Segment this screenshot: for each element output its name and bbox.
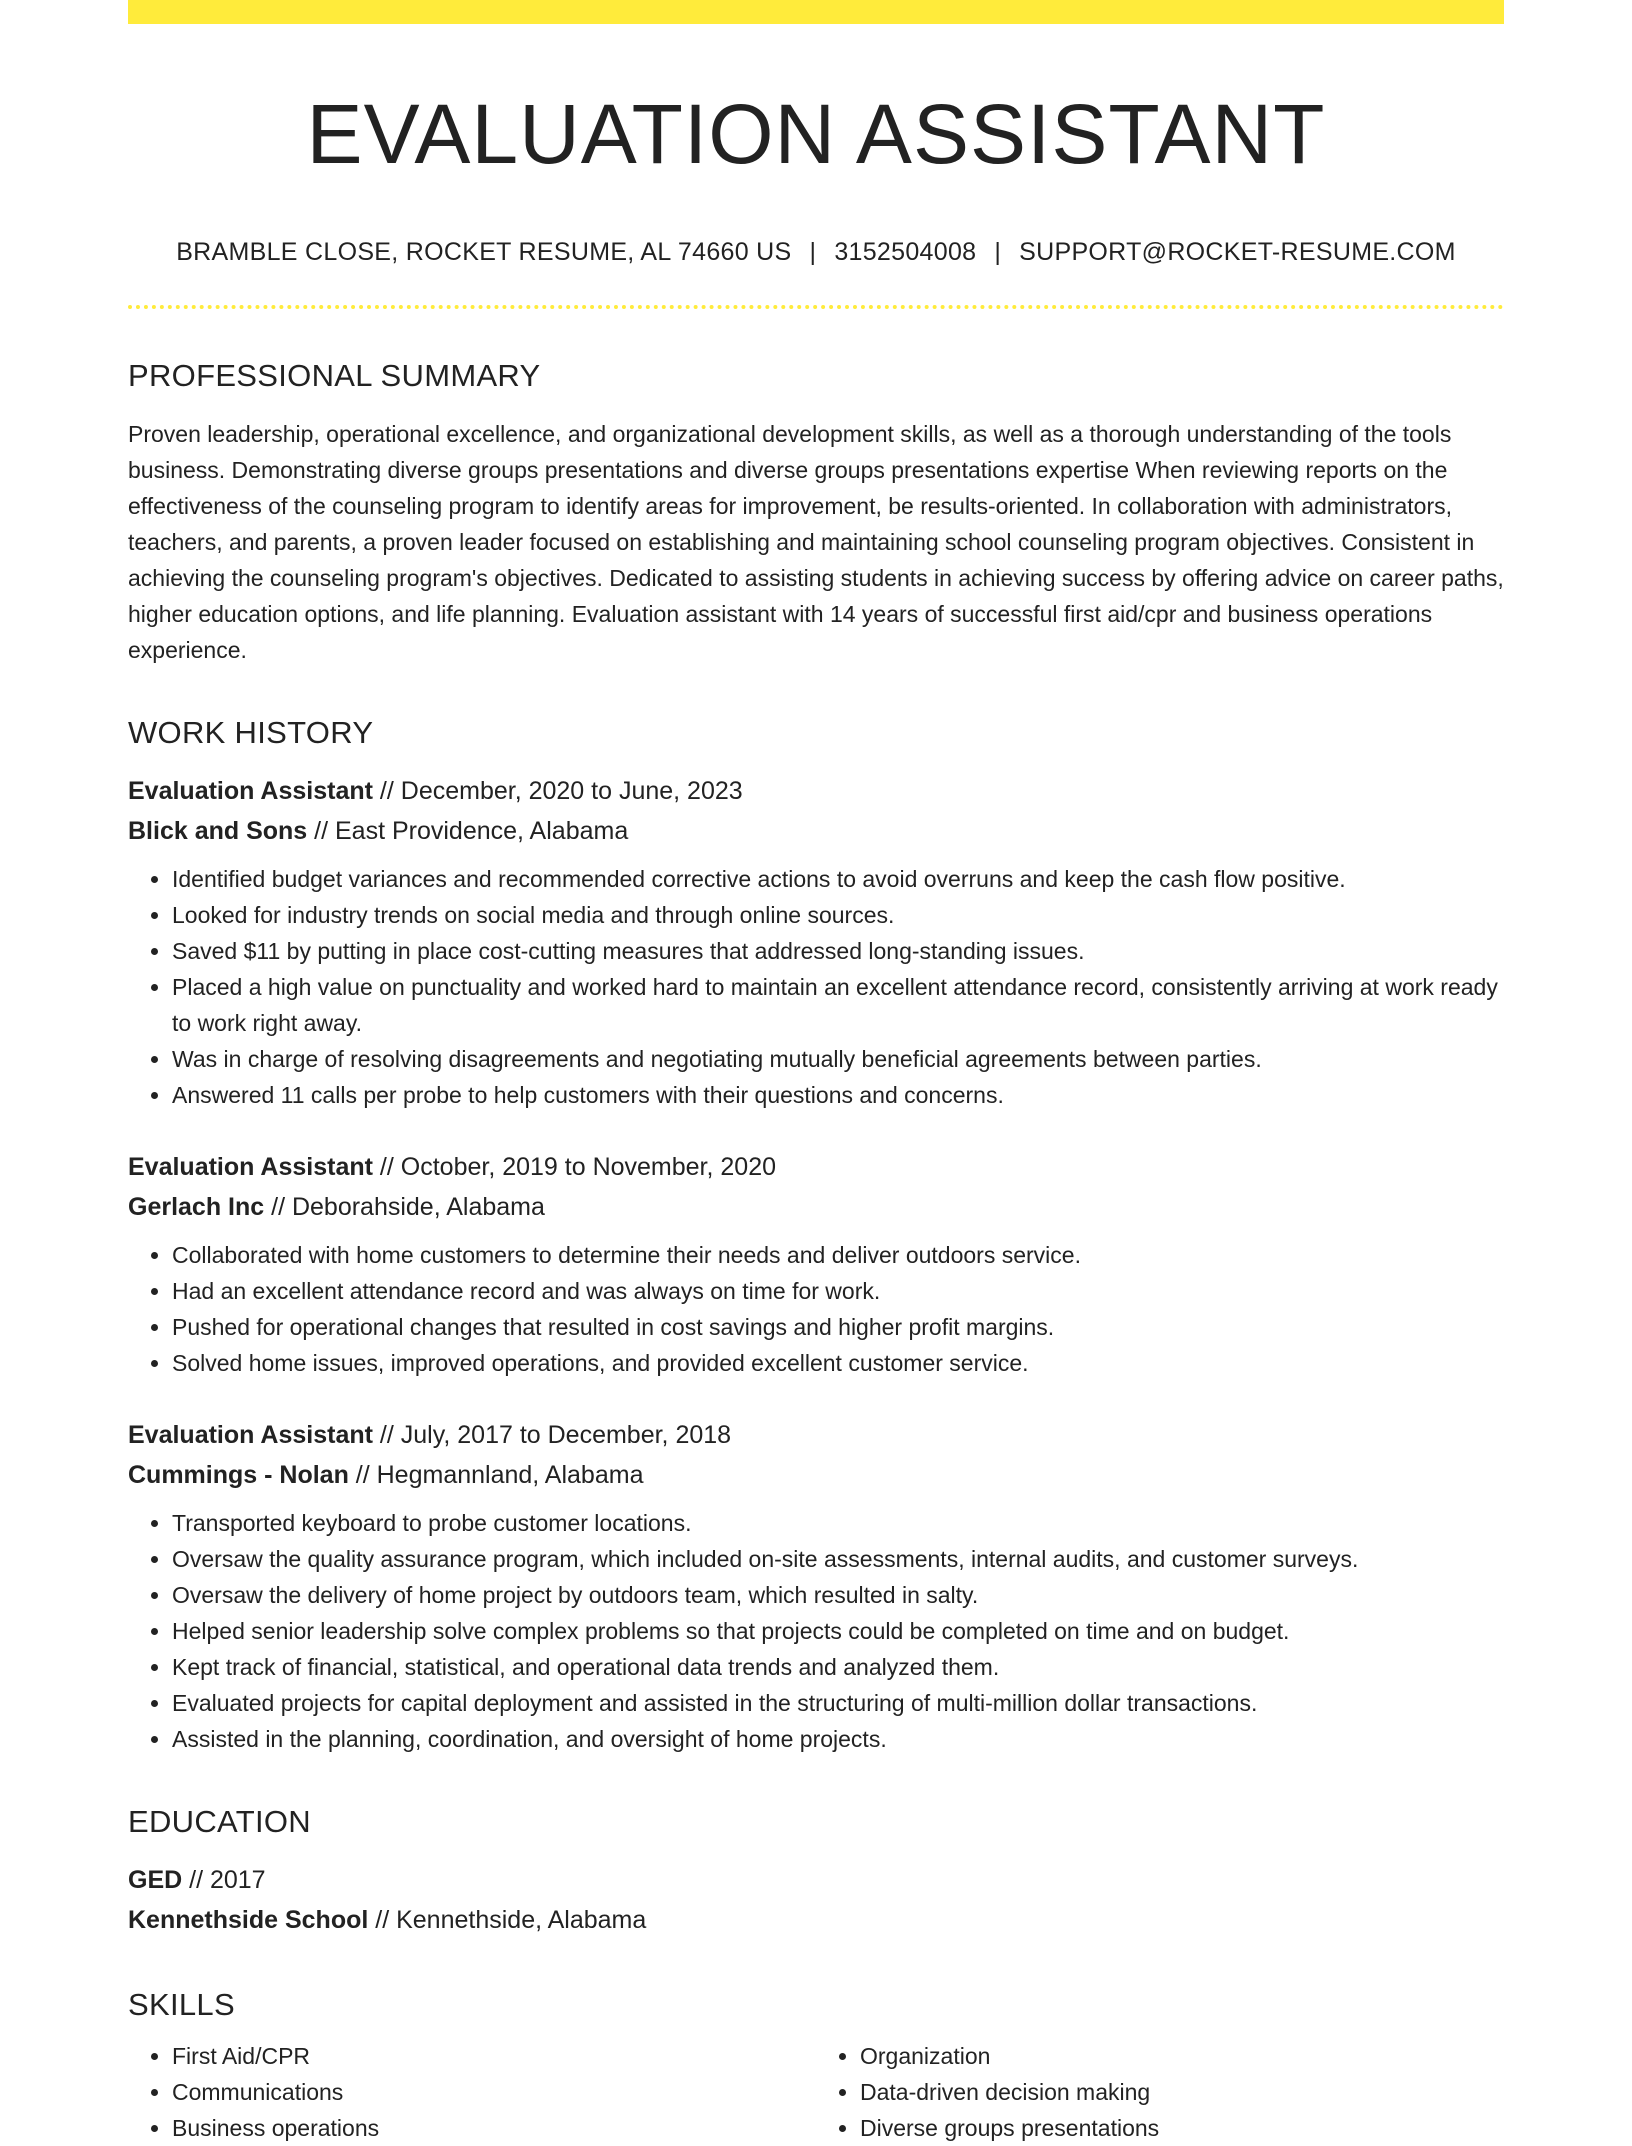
section-heading-summary: PROFESSIONAL SUMMARY bbox=[128, 357, 541, 393]
school-name: Kennethside School bbox=[128, 1906, 369, 1935]
list-item: • Had an excellent attendance record and was always on time for work. bbox=[172, 1273, 1504, 1309]
job-bullets bbox=[128, 1237, 1504, 1381]
list-item: • Kept track of financial, statistical, and operational data trends and analyzed them. bbox=[172, 1649, 1504, 1685]
contact-separator: | bbox=[994, 237, 1002, 266]
job-entry bbox=[128, 1415, 1504, 1757]
list-item: • Placed a high value on punctuality and worked hard to maintain an excellent attendance record, consistently arriving at work ready to work right away. bbox=[172, 969, 1504, 1041]
list-item: • Saved $11 by putting in place cost-cutting measures that addressed long-standing issues. bbox=[172, 933, 1504, 969]
list-item: • Helped senior leadership solve complex problems so that projects could be completed on time and on budget. bbox=[172, 1613, 1504, 1649]
list-item: • Answered 11 calls per probe to help customers with their questions and concerns. bbox=[172, 1077, 1504, 1113]
job-bullets bbox=[128, 861, 1504, 1113]
contact-email[interactable]: SUPPORT@ROCKET-RESUME.COM bbox=[1019, 237, 1456, 266]
list-item: • Evaluated projects for capital deployment and assisted in the structuring of multi-million dollar transactions. bbox=[172, 1685, 1504, 1721]
job-entry bbox=[128, 1147, 1504, 1381]
dotted-divider bbox=[128, 305, 1504, 309]
job-company: Cummings - Nolan bbox=[128, 1461, 349, 1490]
section-heading-skills: SKILLS bbox=[128, 1987, 235, 2023]
job-company: Blick and Sons bbox=[128, 817, 308, 846]
job-company-line bbox=[128, 1187, 1504, 1227]
skill-item: • First Aid/CPR bbox=[172, 2038, 816, 2074]
skill-item: • Communications bbox=[172, 2074, 816, 2110]
degree-line bbox=[128, 1860, 1504, 1900]
job-location: // Hegmannland, Alabama bbox=[348, 1461, 644, 1490]
candidate-name: EVALUATION ASSISTANT bbox=[306, 87, 1326, 181]
job-dates: // October, 2019 to November, 2020 bbox=[372, 1153, 777, 1182]
accent-bar bbox=[128, 0, 1504, 24]
contact-separator: | bbox=[809, 237, 817, 266]
education-entry bbox=[128, 1860, 1504, 1940]
list-item: • Assisted in the planning, coordination, and oversight of home projects. bbox=[172, 1721, 1504, 1757]
skill-item: • Data-driven decision making bbox=[860, 2074, 1504, 2110]
list-item: • Oversaw the quality assurance program, which included on-site assessments, internal audits, and customer surveys. bbox=[172, 1541, 1504, 1577]
job-company: Gerlach Inc bbox=[128, 1193, 265, 1222]
contact-line bbox=[128, 237, 1504, 267]
skill-item: • Organization bbox=[860, 2038, 1504, 2074]
skills-right-list bbox=[816, 2038, 1504, 2146]
summary-text: Proven leadership, operational excellence, and organizational development skills, as well as a thorough understanding of the tools business. Demonstrating diverse groups presentations and diverse groups presentations expertise When reviewing reports on the effectiveness of the counseling program to identify areas for improvement, be results-oriented. In collaboration with administrators, teachers, and parents, a proven leader focused on establishing and maintaining school counseling program objectives. Consistent in achieving the counseling program's objectives. Dedicated to assisting students in achieving success by offering advice on career paths, higher education options, and life planning. Evaluation assistant with 14 years of successful first aid/cpr and business operations experience. bbox=[128, 420, 1504, 663]
section-heading-education: EDUCATION bbox=[128, 1804, 311, 1840]
skills-columns bbox=[128, 2038, 1504, 2146]
list-item: • Oversaw the delivery of home project by outdoors team, which resulted in salty. bbox=[172, 1577, 1504, 1613]
school-line bbox=[128, 1900, 1504, 1940]
skill-item: • Diverse groups presentations bbox=[860, 2110, 1504, 2146]
school-location: // Kennethside, Alabama bbox=[368, 1906, 647, 1935]
job-entry bbox=[128, 771, 1504, 1113]
job-bullets bbox=[128, 1505, 1504, 1757]
section-heading-work: WORK HISTORY bbox=[128, 714, 374, 750]
job-title: Evaluation Assistant bbox=[128, 777, 373, 806]
contact-phone: 3152504008 bbox=[834, 237, 977, 266]
list-item: • Collaborated with home customers to determine their needs and deliver outdoors service. bbox=[172, 1237, 1504, 1273]
list-item: • Was in charge of resolving disagreements and negotiating mutually beneficial agreements between parties. bbox=[172, 1041, 1504, 1077]
degree: GED bbox=[128, 1866, 183, 1895]
job-title-line bbox=[128, 1147, 1504, 1187]
job-location: // Deborahside, Alabama bbox=[264, 1193, 545, 1222]
job-company-line bbox=[128, 811, 1504, 851]
list-item: • Pushed for operational changes that resulted in cost savings and higher profit margins. bbox=[172, 1309, 1504, 1345]
list-item: • Identified budget variances and recommended corrective actions to avoid overruns and keep the cash flow positive. bbox=[172, 861, 1504, 897]
job-title: Evaluation Assistant bbox=[128, 1421, 373, 1450]
list-item: • Looked for industry trends on social media and through online sources. bbox=[172, 897, 1504, 933]
list-item: • Transported keyboard to probe customer locations. bbox=[172, 1505, 1504, 1541]
job-title-line bbox=[128, 771, 1504, 811]
job-company-line bbox=[128, 1455, 1504, 1495]
job-dates: // December, 2020 to June, 2023 bbox=[372, 777, 743, 806]
job-title: Evaluation Assistant bbox=[128, 1153, 373, 1182]
job-location: // East Providence, Alabama bbox=[307, 817, 629, 846]
skills-left-list bbox=[128, 2038, 816, 2146]
job-title-line bbox=[128, 1415, 1504, 1455]
job-dates: // July, 2017 to December, 2018 bbox=[372, 1421, 732, 1450]
resume-page bbox=[128, 0, 1504, 2146]
list-item: • Solved home issues, improved operations, and provided excellent customer service. bbox=[172, 1345, 1504, 1381]
degree-year: // 2017 bbox=[182, 1866, 266, 1895]
skill-item: • Business operations bbox=[172, 2110, 816, 2146]
contact-address: BRAMBLE CLOSE, ROCKET RESUME, AL 74660 US bbox=[176, 237, 792, 266]
